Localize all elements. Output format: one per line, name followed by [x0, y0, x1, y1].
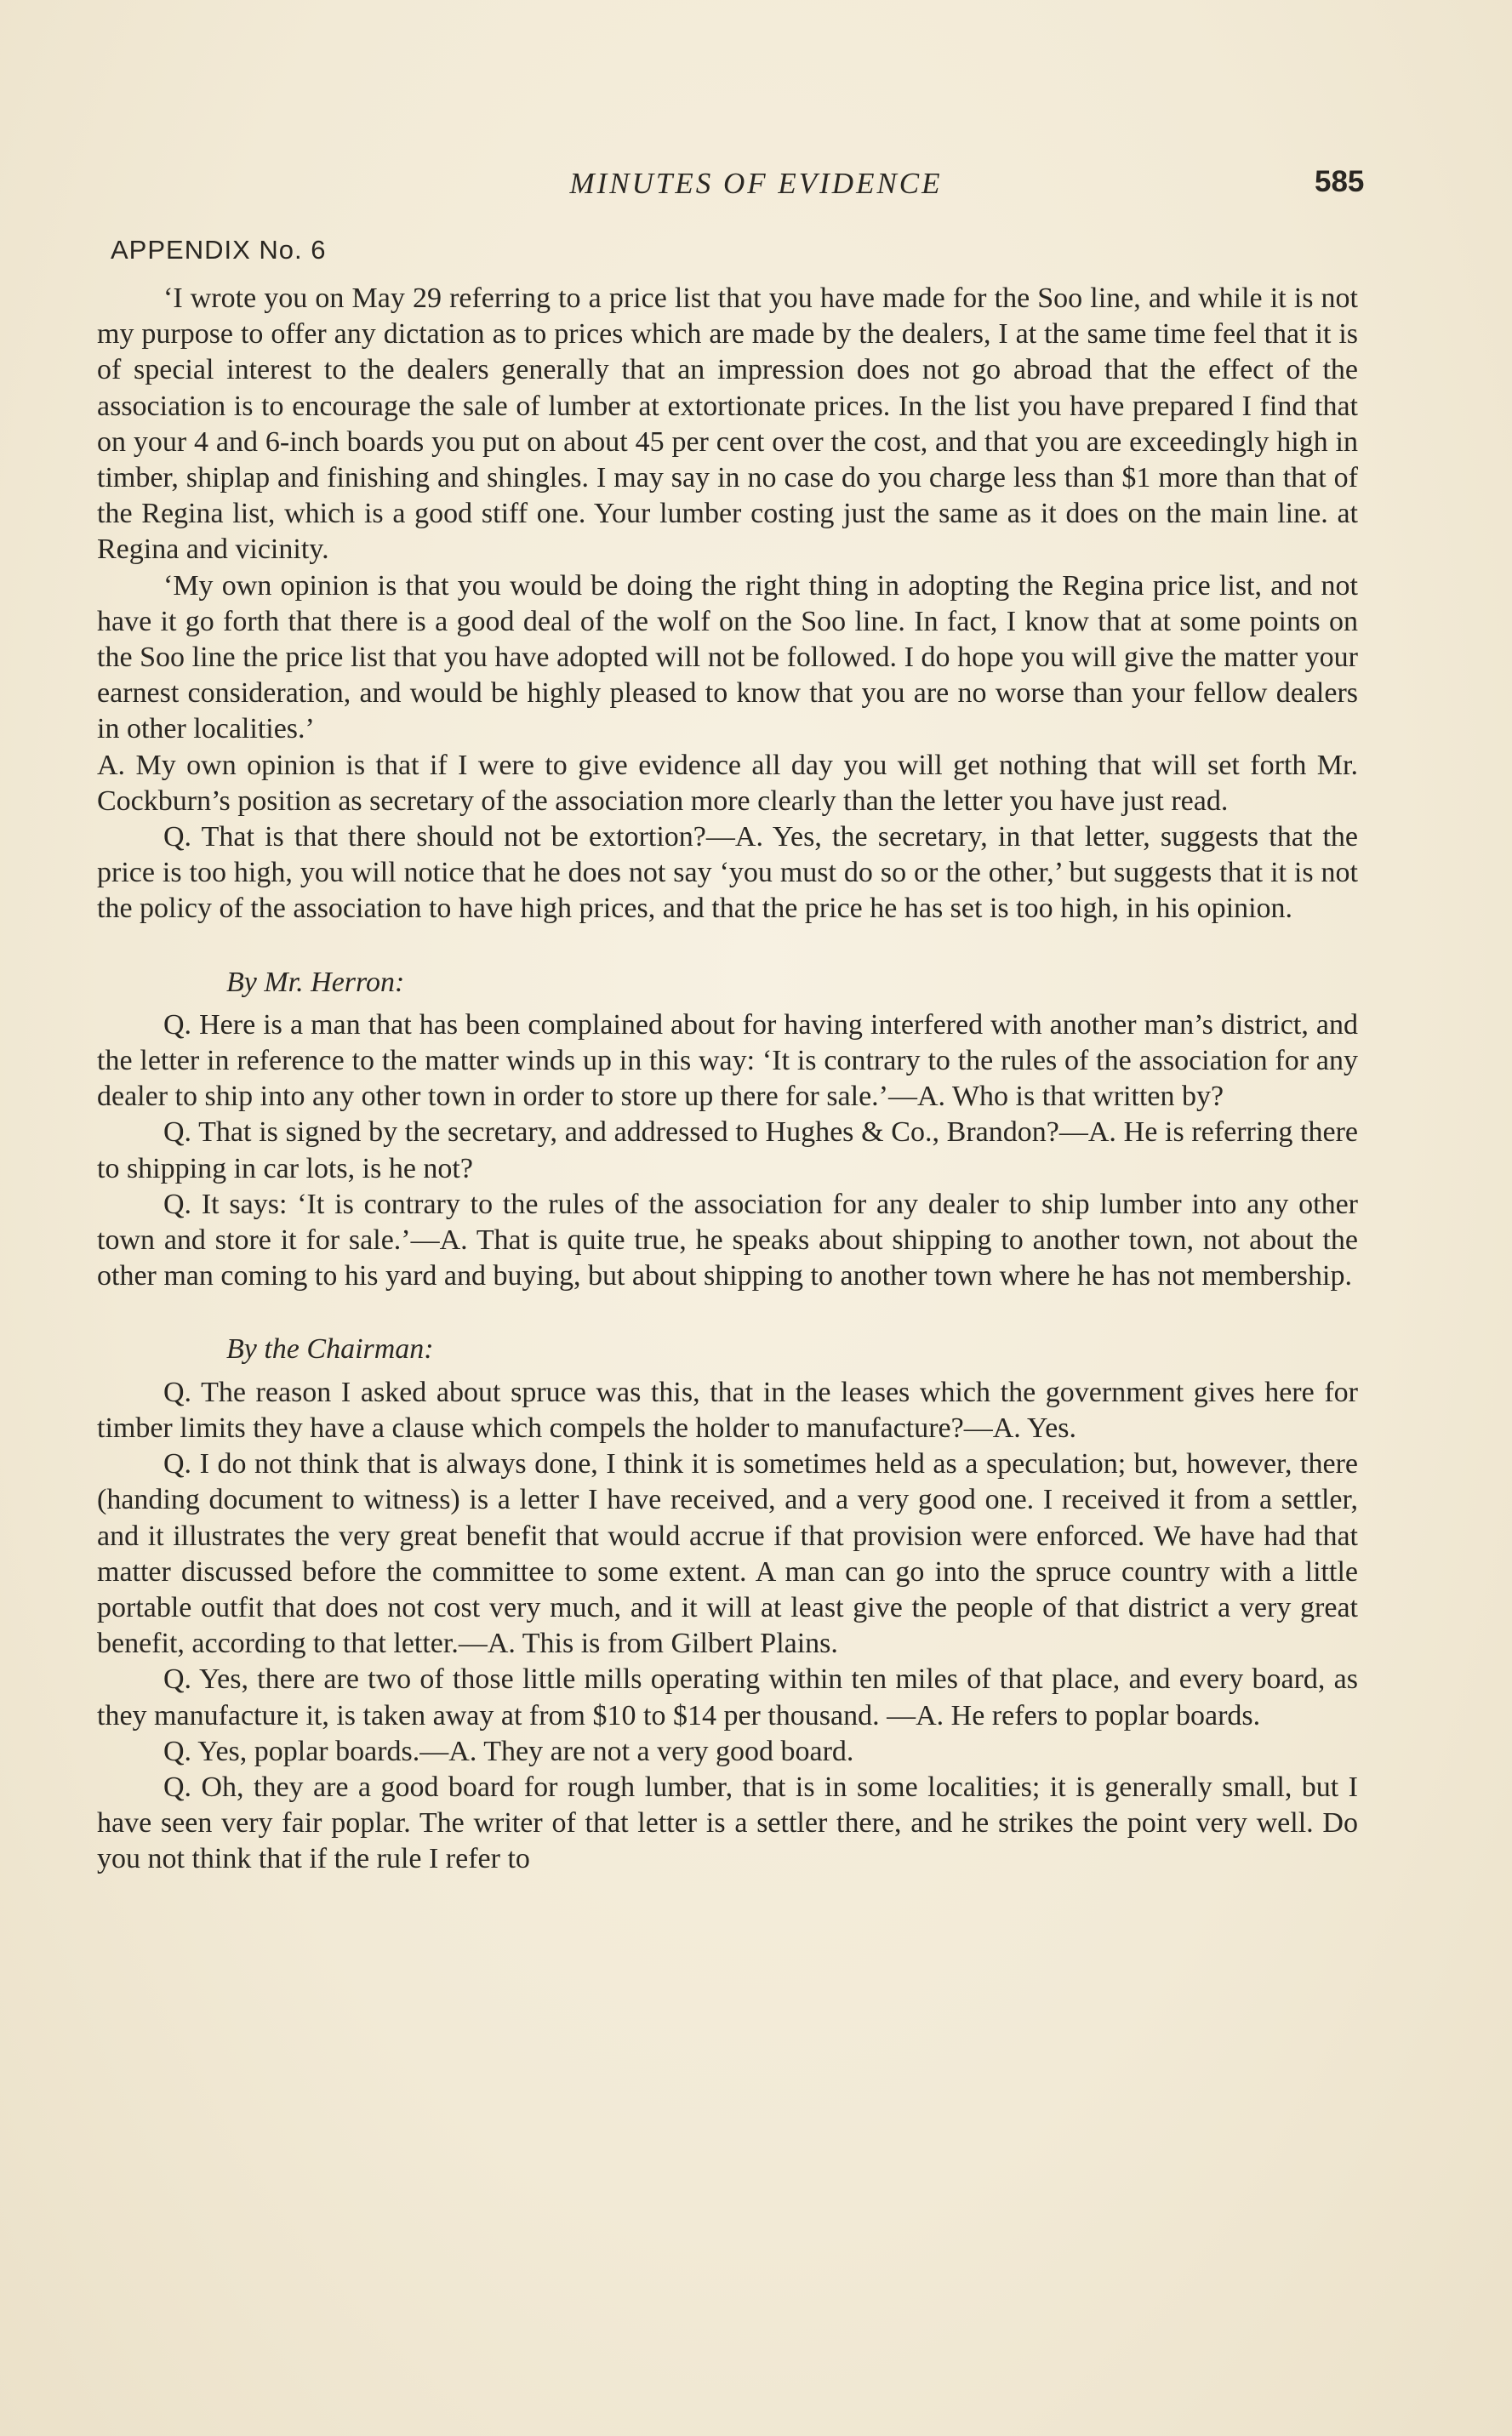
question-answer-paragraph: Q. I do not think that is always done, I think it is sometimes held as a speculation; but, however, there (handing document to witness) is a letter I have received, and a very good one. I received it from a settler, and it illustrates the very great benefit that would accrue if that provision were enforced. We have had that matter discussed before the committee to some extent. A man can go into the spruce country with a little portable outfit that does not cost very much, and it will at least give the people of that district a very great benefit, according to that letter.—A. This is from Gilbert Plains.	[97, 1448, 1358, 1660]
question-answer-paragraph: Q. Oh, they are a good board for rough lumber, that is in some localities; it is generally small, but I have seen very fair poplar. The writer of that letter is a settler there, and he strikes the point very well. Do you not think that if the rule I refer to	[97, 1771, 1358, 1875]
answer-paragraph: A. My own opinion is that if I were to give evidence all day you will get nothing that will set forth Mr. Cockburn’s position as secretary of the association more clearly than the letter you have just read.	[97, 749, 1358, 817]
letter-paragraph-2: ‘My own opinion is that you would be doing the right thing in adopting the Regina price list, and not have it go forth that there is a good deal of the wolf on the Soo line. In fact, I know that at some points on the Soo line the price list that you have adopted will not be followed. I do hope you will give the matter your earnest consideration, and would be highly pleased to know that you are no worse than your fellow dealers in other localities.’	[97, 569, 1358, 745]
speaker-heading-chairman: By the Chairman:	[226, 1333, 434, 1366]
question-answer-paragraph: Q. Yes, there are two of those little mills operating within ten miles of that place, and every board, as they manufacture it, is taken away at from $10 to $14 per thousand. —A. He refers to poplar boards.	[97, 1663, 1358, 1731]
question-answer-paragraph: Q. That is that there should not be extortion?—A. Yes, the secretary, in that letter, suggests that the price is too high, you will notice that he does not say ‘you must do so or the other,’ but suggests that it is not the policy of the association to have high prices, and that the price he has set is too high, in his opinion.	[97, 821, 1358, 925]
question-answer-paragraph: Q. Yes, poplar boards.—A. They are not a very good board.	[163, 1735, 854, 1767]
question-answer-paragraph: Q. That is signed by the secretary, and addressed to Hughes & Co., Brandon?—A. He is referring there to shipping in car lots, is he not?	[97, 1116, 1358, 1184]
question-answer-paragraph: Q. It says: ‘It is contrary to the rules of the association for any dealer to ship lumber into any other town and store it for sale.’—A. That is quite true, he speaks about shipping to another town, not about the other man coming to his yard and buying, but about shipping to another town where he has not membership.	[97, 1188, 1358, 1292]
appendix-label: APPENDIX No. 6	[111, 235, 327, 265]
letter-paragraph-1: ‘I wrote you on May 29 referring to a price list that you have made for the Soo line, and while it is not my purpose to offer any dictation as to prices which are made by the dealers, I at the same time feel that it is of special interest to the dealers generally that an impression does not go abroad that the effect of the association is to encourage the sale of lumber at extortionate prices. In the list you have prepared I find that on your 4 and 6-inch boards you put on about 45 per cent over the cost, and that you are exceedingly high in timber, shiplap and finishing and shingles. I may say in no case do you charge less than $1 more than that of the Regina list, which is a good stiff one. Your lumber costing just the same as it does on the main line. at Regina and vicinity.	[97, 282, 1358, 566]
question-answer-paragraph: Q. Here is a man that has been complained about for having interfered with another man’s district, and the letter in reference to the matter winds up in this way: ‘It is contrary to the rules of the association for any dealer to ship into any other town in order to store up there for sale.’—A. Who is that written by?	[97, 1008, 1358, 1113]
speaker-heading-herron: By Mr. Herron:	[226, 966, 405, 998]
body-text	[97, 281, 1358, 1878]
question-answer-paragraph: Q. The reason I asked about spruce was this, that in the leases which the government gives here for timber limits they have a clause which compels the holder to manufacture?—A. Yes.	[97, 1376, 1358, 1444]
page-number: 585	[1315, 165, 1365, 198]
running-header-title: MINUTES OF EVIDENCE	[569, 167, 943, 200]
